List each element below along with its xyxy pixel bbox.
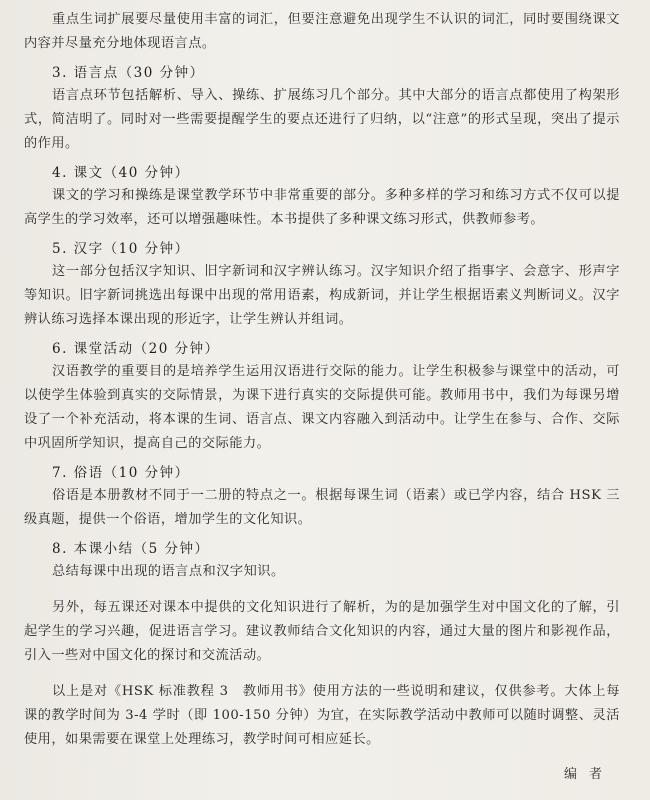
section-heading-language-points: 3. 语言点（30 分钟） [52, 65, 205, 81]
intro-paragraph: 重点生词扩展要尽量使用丰富的词汇，但要注意避免出现学生不认识的词汇，同时要围绕课文内容并尽量充分地体现语言点。 [24, 12, 620, 51]
section-body-classroom-activity: 汉语教学的重要目的是培养学生运用汉语进行交际的能力。让学生积极参与课堂中的活动，可以使学生体验到真实的交际情景，为课下进行真实的交际提供可能。教师用书中，我们为每课另增设了一个补充活动，将本课的生词、语言点、课文内容融入到活动中。让学生在参与、合作、交际中巩固所学知识，提高自己的交际能力。 [24, 364, 620, 451]
signature-editor: 编者 [563, 767, 614, 782]
section-heading-characters: 5. 汉字（10 分钟） [52, 241, 190, 257]
section-heading-proverb: 7. 俗语（10 分钟） [52, 465, 190, 481]
section-body-language-points: 语言点环节包括解析、导入、操练、扩展练习几个部分。其中大部分的语言点都使用了构架形式，简洁明了。同时对一些需要提醒学生的要点还进行了归纳，以“注意”的形式呈现，突出了提示的作用。 [24, 88, 620, 151]
section-body-text: 课文的学习和操练是课堂教学环节中非常重要的部分。多种多样的学习和练习方式不仅可以提高学生的学习效率，还可以增强趣味性。本书提供了多种课文练习形式，供教师参考。 [24, 188, 620, 227]
section-heading-classroom-activity: 6. 课堂活动（20 分钟） [52, 341, 220, 357]
section-body-proverb: 俗语是本册教材不同于一二册的特点之一。根据每课生词（语素）或已学内容，结合 HSK 三级真题，提供一个俗语，增加学生的文化知识。 [24, 488, 620, 527]
closing-paragraph-usage: 以上是对《HSK 标准教程 3 教师用书》使用方法的一些说明和建议，仅供参考。大体上每课的教学时间为 3-4 学时（即 100-150 分钟）为宜，在实际教学活动中教师可以随时调整、灵活使用，如果需要在课堂上处理练习，教学时间可相应延长。 [24, 684, 620, 747]
section-heading-text: 4. 课文（40 分钟） [52, 165, 190, 181]
closing-paragraph-culture: 另外，每五课还对课本中提供的文化知识进行了解析，为的是加强学生对中国文化的了解，引起学生的学习兴趣，促进语言学习。建议教师结合文化知识的内容，通过大量的图片和影视作品，引入一些对中国文化的探讨和交流活动。 [24, 600, 620, 663]
section-body-characters: 这一部分包括汉字知识、旧字新词和汉字辨认练习。汉字知识介绍了指事字、会意字、形声字等知识。旧字新词挑选出每课中出现的常用语素，构成新词，并让学生根据语素义判断词义。汉字辨认练习选择本课出现的形近字，让学生辨认并组词。 [24, 264, 620, 327]
section-body-summary: 总结每课中出现的语言点和汉字知识。 [52, 564, 285, 579]
section-heading-summary: 8. 本课小结（5 分钟） [52, 541, 210, 557]
